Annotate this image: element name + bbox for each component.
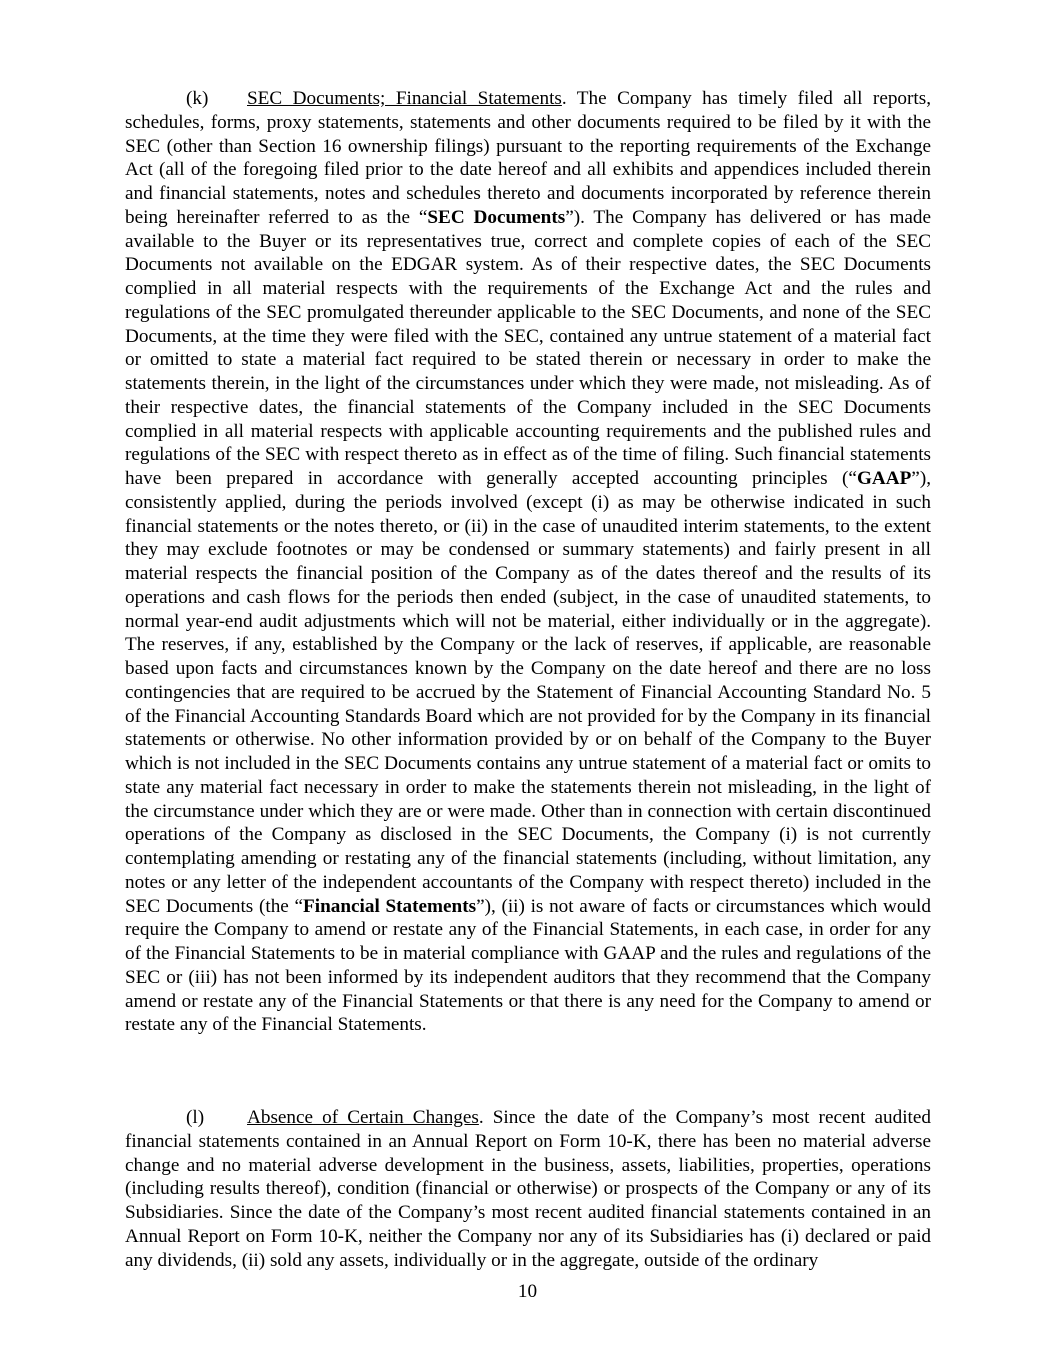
term-gaap: GAAP — [856, 468, 912, 489]
section-k-text-1: . The Company has timely filed all reports, schedules, forms, proxy statements, statements and other documents required to be filed by it with the SEC (other than Section 16 ownership filings) pursuant to the reporting requirements of the Exchange Act (all of the foregoing filed prior to the date hereof and all exhibits and appendices included therein and financial statements, notes and schedules thereto and documents incorporated by reference therein being hereinafter referred to as the “ — [125, 88, 932, 228]
section-k-text-4: ”), (ii) is not aware of facts or circumstances which would require the Company to amend or restate any of the Financial Statements, in each case, in order for any of the Financial Statements to be in material compliance with GAAP and the rules and regulations of the SEC or (iii) has not been informed by its independent auditors that they recommend that the Company amend or restate any of the Financial Statements or that there is any need for the Company to amend or restate any of the Financial Statements. — [125, 895, 931, 1036]
term-sec-documents: SEC Documents — [427, 206, 566, 228]
section-l-heading: Absence of Certain Changes — [247, 1107, 479, 1128]
section-k-label: (k) — [186, 88, 209, 109]
section-l-label: (l) — [186, 1107, 205, 1128]
section-k-text-3: ”), consistently applied, during the periods involved (except (i) as may be otherwise indicated in such financial statements or the notes thereto, or (ii) in the case of unaudited interim statements, to the extent they may exclude footnotes or may be condensed or summary statements) and fairly present in all material respects the financial position of the Company as of the dates thereof and the results of its operations and cash flows for the periods then ended (subject, in the case of unaudited statements, to normal year-end audit adjustments which will not be material, either individually or in the aggregate). The reserves, if any, established by the Company or the lack of reserves, if applicable, are reasonable based upon facts and circumstances known by the Company on the date hereof and there are no loss contingencies that are required to be accrued by the Statement of Financial Accounting Standard No. 5 of the Financial Accounting Standards Board which are not provided for by the Company in its financial statements or otherwise. No other information provided by or on behalf of the Company to the Buyer which is not included in the SEC Documents contains any untrue statement of a material fact or omits to state any material fact necessary in order to make the statements therein not misleading, in the light of the circumstance under which they are or were made. Other than in connection with certain discontinued operations of the Company as disclosed in the SEC Documents, the Company (i) is not currently contemplating amending or restating any of the financial statements (including, without limitation, any notes or any letter of the independent accountants of the Company with respect thereto) included in the SEC Documents (the “ — [125, 468, 931, 917]
section-k-paragraph — [125, 87, 931, 1037]
section-k-text-2: ”). The Company has delivered or has made available to the Buyer or its representatives true, correct and complete copies of each of the SEC Documents not available on the EDGAR system. As of their respective dates, the SEC Documents complied in all material respects with the requirements of the Exchange Act and the rules and regulations of the SEC promulgated thereunder applicable to the SEC Documents, and none of the SEC Documents, at the time they were filed with the SEC, contained any untrue statement of a material fact or omitted to state a material fact required to be stated therein or necessary in order to make the statements therein, in the light of the circumstances under which they were made, not misleading. As of their respective dates, the financial statements of the Company included in the SEC Documents complied in all material respects with applicable accounting requirements and the published rules and regulations of the SEC with respect thereto as in effect as of the time of filing. Such financial statements have been prepared in accordance with generally accepted accounting principles (“ — [125, 206, 931, 489]
section-l-text: . Since the date of the Company’s most recent audited financial statements contained in an Annual Report on Form 10-K, there has been no material adverse change and no material adverse development in the business, assets, liabilities, properties, operations (including results thereof), condition (financial or otherwise) or prospects of the Company or any of its Subsidiaries. Since the date of the Company’s most recent audited financial statements contained in an Annual Report on Form 10-K, neither the Company nor any of its Subsidiaries has (i) declared or paid any dividends, (ii) sold any assets, individually or in the aggregate, outside of the ordinary — [125, 1107, 931, 1271]
page-number: 10 — [517, 1281, 538, 1302]
section-k-heading: SEC Documents; Financial Statements — [247, 88, 562, 109]
term-financial-statements: Financial Statements — [303, 895, 477, 917]
section-l-paragraph — [125, 1106, 931, 1272]
